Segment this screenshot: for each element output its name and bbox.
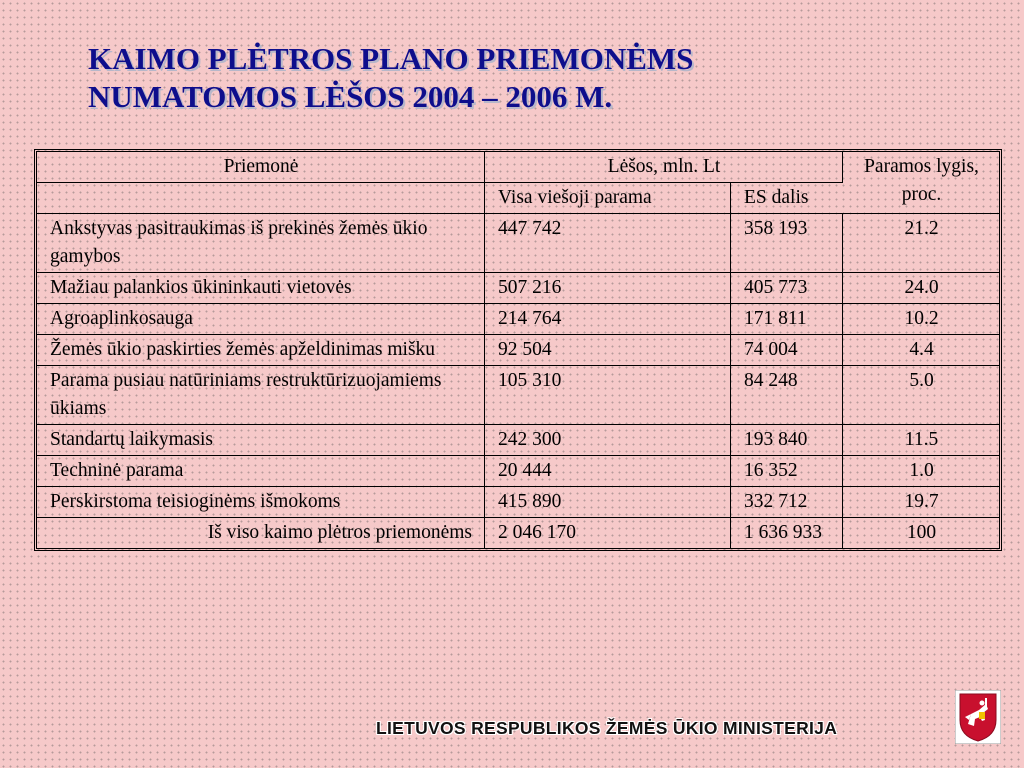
row-eu: 16 352 (731, 456, 843, 487)
row-eu: 193 840 (731, 425, 843, 456)
table-total-row (37, 518, 999, 548)
table-row (37, 214, 999, 273)
row-level: 4.4 (843, 335, 999, 366)
table-row (37, 456, 999, 487)
page-title (88, 40, 693, 116)
table-row (37, 487, 999, 518)
row-level: 19.7 (843, 487, 999, 518)
row-eu: 332 712 (731, 487, 843, 518)
total-measure: Iš viso kaimo plėtros priemonėms (37, 518, 485, 548)
table-row (37, 366, 999, 425)
row-total: 507 216 (485, 273, 731, 304)
row-eu: 84 248 (731, 366, 843, 425)
row-measure: Ankstyvas pasitraukimas iš prekinės žemės ūkio gamybos (37, 214, 485, 273)
row-total: 242 300 (485, 425, 731, 456)
total-eu: 1 636 933 (731, 518, 843, 548)
page-title-line-2: NUMATOMOS LĖŠOS 2004 – 2006 M. (88, 79, 613, 114)
header-total-public: Visa viešoji parama (485, 183, 731, 214)
page-title-line-1: KAIMO PLĖTROS PLANO PRIEMONĖMS (88, 41, 694, 76)
row-measure: Techninė parama (37, 456, 485, 487)
row-eu: 405 773 (731, 273, 843, 304)
table-row (37, 335, 999, 366)
row-total: 105 310 (485, 366, 731, 425)
row-level: 11.5 (843, 425, 999, 456)
row-measure: Perskirstoma teisioginėms išmokoms (37, 487, 485, 518)
funds-table (36, 151, 1000, 549)
row-total: 214 764 (485, 304, 731, 335)
ministry-name: LIETUVOS RESPUBLIKOS ŽEMĖS ŪKIO MINISTERIJA (376, 718, 838, 738)
row-measure: Žemės ūkio paskirties žemės apželdinimas mišku (37, 335, 485, 366)
table-row (37, 304, 999, 335)
row-level: 10.2 (843, 304, 999, 335)
row-measure: Parama pusiau natūriniams restruktūrizuojamiems ūkiams (37, 366, 485, 425)
row-eu: 358 193 (731, 214, 843, 273)
row-level: 21.2 (843, 214, 999, 273)
row-total: 447 742 (485, 214, 731, 273)
row-measure: Mažiau palankios ūkininkauti vietovės (37, 273, 485, 304)
table-row (37, 273, 999, 304)
row-measure: Standartų laikymasis (37, 425, 485, 456)
header-funds: Lėšos, mln. Lt (485, 152, 843, 183)
row-total: 92 504 (485, 335, 731, 366)
header-support-level: Paramos lygis, proc. (843, 152, 999, 214)
header-empty-cell (37, 183, 485, 214)
table-row (37, 425, 999, 456)
row-measure: Agroaplinkosauga (37, 304, 485, 335)
row-total: 415 890 (485, 487, 731, 518)
row-total: 20 444 (485, 456, 731, 487)
coat-of-arms-icon (955, 690, 1001, 744)
row-level: 5.0 (843, 366, 999, 425)
row-level: 24.0 (843, 273, 999, 304)
row-level: 1.0 (843, 456, 999, 487)
total-level: 100 (906, 522, 937, 543)
row-eu: 171 811 (731, 304, 843, 335)
total-public: 2 046 170 (485, 518, 731, 548)
header-measure: Priemonė (37, 152, 485, 183)
row-eu: 74 004 (731, 335, 843, 366)
header-eu-share: ES dalis (731, 183, 843, 214)
table-header-row (37, 152, 999, 183)
